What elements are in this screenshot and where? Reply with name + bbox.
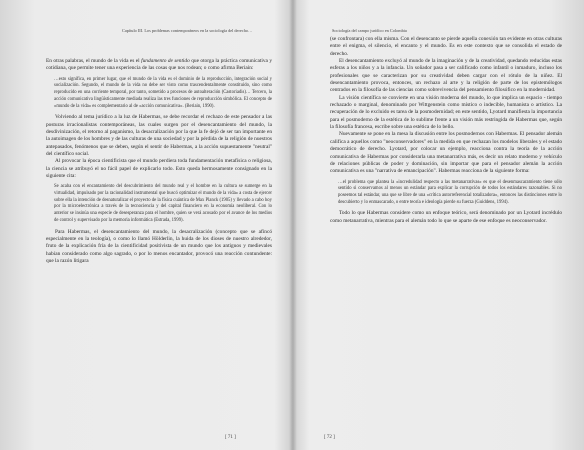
block-quote: …esto significa, en primer lugar, que el mundo de la vida es el dominio de la reproducción, integración social y socialización. Segundo, el mundo de la vida no debe ser visto como trascendentalmente constituido, sino como reproducido en una corriente temporal, por tanto, sometido a procesos de autoalteración (Castoriadis)… Tercero, la acción comunicativa lingüísticamente mediada realiza las tres funciones de reproducción simbólica. El concepto de «mundo de la vida» es complementario al de «acción comunicativa». (Beriain, 1990). bbox=[54, 76, 272, 109]
paragraph: Volviendo al tema jurídico a la luz de Habermas, se debe recordar el rechazo de este pensador a las posturas irracionalistas contemporáneas, las cuales surgen por el desencantamiento del mundo, la desdivinización, el retorno al paganismo, la desacralización por la que la fe dejó de ser tan importante en la autoimagen de los hombres y de las culturas de una sociedad y por la pérdida de la religión de nuestros antepasados, fenómenos que se deben, según el sentir de Habermas, a la acción supuestamente "neutral" del científico social. bbox=[46, 114, 272, 157]
block-quote: Se acaba con el encantamiento del descubrimiento del mundo real y el hombre en la cultura se sumerge en la virtualidad, impulsado por la racionalidad instrumental que buscó optimizar el mundo de la vida» a costa de ejercer sobre ella la intención de desnaturalizar el proyecto de la física cuántica de Max Planck (1905) y llevado a cabo hoy por la microelectrónica a través de la tecnociencia y del capital financiero en la economía neoliberal. Con lo anterior se insinúa una especie de desesperanza para el hombre, quien se verá acosado por el avance de los medios de control y supervisado por la memoria informática (Estrada, 1999). bbox=[54, 184, 272, 223]
paragraph: Nuevamente se pone en la mesa la discusión entre los posmodernos con Habermas. El pensador alemán califica a aquellos como "neoconservadores" en la medida en que rechazan los modelos liberales y el estado democrático de derecho. Lyotard, por colocar un ejemplo, reacciona contra la teoría de la acción comunicativa de Habermas por considerarla una metanarrativa más, es decir un relato moderno y vehículo de relaciones públicas de poder y dominación, sin importar que para el pensador alemán la acción comunicativa es una "narrativa de emancipación". Habermas reacciona de la siguiente forma: bbox=[330, 131, 562, 175]
left-page bbox=[0, 0, 290, 450]
right-page bbox=[296, 0, 584, 450]
paragraph: La visión científica se convierte en una visión moderna del mundo, lo que implica un espacio - tiempo rechazado o marginal, denominado por Wittgenstein como místico o indecible, humanista o artístico. La recuperación de lo excluido es tarea de la posmodernidad; en este sentido, Lyotard manifiesta la importancia para el posmoderno de la estética de lo sublime frente a un visión más restringida de Habermas que, según la filosofía francesa, escribe sobre una estética de lo bello. bbox=[330, 94, 562, 131]
running-head-left: Capítulo III. Los problemas contemporáneos en la sociología del derecho… bbox=[122, 28, 253, 33]
paragraph: Todo lo que Habermas considere como un enfoque teórico, será denominado por un Lyotard incrédulo como metanarrativa, mientras para el alemán todo lo que se aparte de ese enfoque es neoconservador. bbox=[330, 210, 562, 224]
paragraph: En otras palabras, el mundo de la vida es el fundamento de sentido que otorga la práctica comunicativa y cotidiana, que permite tener una experiencia de las cosas que nos rodean; o como afirma Beriain: bbox=[46, 58, 273, 72]
block-quote: …el problema que plantea la «incredulidad respecto a las metanarrativas» es que el desenmascaramiento tiene sólo sentido si conservamos al menos un estándar para explicar la corrupción de todos los estándares razonables. Si no poseemos tal estándar, una que se libre de una «crítica autorreferencial totalizadora», entonces las distinciones entre lo descubierto y lo enmascarado, o entre teoría e ideología pierde su fuerza (Guiddens, 1994). bbox=[338, 179, 562, 205]
paragraph: El desencantamiento excluyó al mundo de la imaginación y de la creatividad, quedando reducidas estas esferas a los niños y a la infancia. Un soñador pasa a ser calificado como infantil o inmaduro, incluso los profesionales que se caracterizan por su creatividad deben cargar con el rótulo de la niñez. El desencantamiento provoca, entonces, un rechazo al arte y la religión de parte de los epistemólogos centrados en la filosofía de las ciencias como sobrevivencia del pensamiento filosófico en la modernidad. bbox=[330, 58, 562, 94]
running-head-right: Sociología del campo jurídico en Colombia bbox=[332, 28, 407, 33]
paragraph: (se confrontara) con ella misma. Con el desencanto se pierde aquella conexión tan evidente en otras culturas entre el enigma, el silencio, el encanto y el mundo. Es en este contexto que se consolida el estado de derecho. bbox=[330, 36, 562, 57]
paragraph: Al provocar la época cientificista que el mundo perdiera toda fundamentación metafísica o religiosa, la ciencia se atribuyó el no fácil papel de explicarlo todo. Esto queda hermosamente consignado en la siguiente cita: bbox=[46, 158, 272, 179]
emphasis: fundamento de sentido bbox=[141, 58, 190, 64]
page-number-left: [ 71 ] bbox=[225, 435, 236, 440]
right-page-body bbox=[330, 36, 562, 225]
left-page-body bbox=[46, 58, 272, 265]
paragraph: Para Habermas, el desencantamiento del mundo, la desacralización (concepto que se afincó especialmente en la teología), o como lo llamó Hölderlin, la huida de los dioses de nuestro alrededor, fruto de la explicación fría de la cientificidad positivista de un mundo que los antiguos y medievales habían considerado como algo sagrado, o por lo menos encantador, provocó una reacción contundente: que la razón litigara bbox=[46, 228, 272, 264]
page-number-right: [ 72 ] bbox=[324, 435, 335, 440]
